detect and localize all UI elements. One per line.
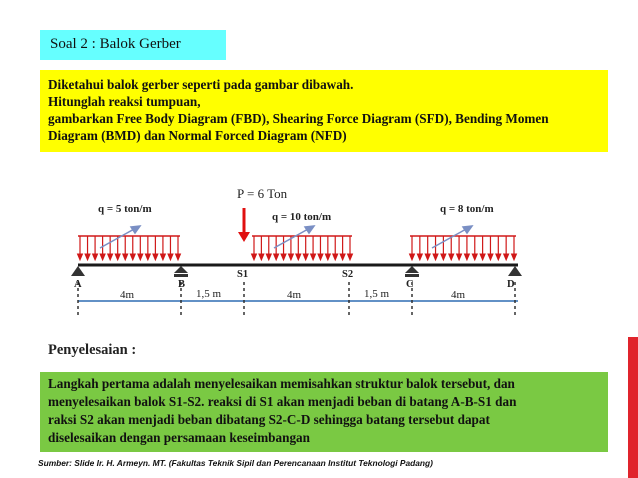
load-arrowhead	[100, 254, 105, 260]
span-label: 1,5 m	[364, 288, 390, 300]
load-arrowhead	[457, 254, 462, 260]
load-arrowhead	[303, 254, 308, 260]
span-label: 4m	[287, 289, 302, 301]
load-arrowhead	[259, 254, 264, 260]
load-arrowhead	[441, 254, 446, 260]
roller-support-b	[174, 266, 188, 277]
load-arrowhead	[496, 254, 501, 260]
span-label: 1,5 m	[196, 288, 222, 300]
load-arrowhead	[348, 254, 353, 260]
load-pointer-arrowhead	[463, 226, 472, 233]
point-load-label: P = 6 Ton	[237, 186, 288, 201]
point-label-a: A	[74, 279, 82, 290]
load-arrowhead	[333, 254, 338, 260]
load-pointer-arrowhead	[305, 226, 314, 233]
solution-line: Langkah pertama adalah menyelesaikan memisahkan struktur balok tersebut, dan	[48, 376, 515, 391]
load-arrowhead	[138, 254, 143, 260]
load-arrowhead	[145, 254, 150, 260]
load-pointer-arrow	[274, 228, 310, 248]
load-pointer-arrowhead	[131, 226, 140, 233]
load-arrowhead	[311, 254, 316, 260]
problem-line: gambarkan Free Body Diagram (FBD), Shearing Force Diagram (SFD), Bending Momen	[48, 111, 549, 126]
load-arrowhead	[417, 254, 422, 260]
solution-heading: Penyelesaian :	[48, 342, 137, 358]
load-arrowhead	[340, 254, 345, 260]
point-label-d: D	[507, 279, 515, 290]
point-load-arrow	[238, 208, 250, 242]
load-arrowhead	[464, 254, 469, 260]
load-arrowhead	[488, 254, 493, 260]
problem-line: Diagram (BMD) dan Normal Forced Diagram (NFD)	[48, 128, 347, 143]
load-arrowhead	[266, 254, 271, 260]
point-label-b: B	[178, 279, 186, 290]
span-label: 4m	[451, 289, 466, 301]
source-footer: Sumber: Slide Ir. H. Armeyn. MT. (Fakultas Teknik Sipil dan Perencanaan Institut Teknologi Padang)	[38, 458, 433, 468]
load-arrowhead	[85, 254, 90, 260]
point-label-c: C	[406, 279, 414, 290]
slide-title: Soal 2 : Balok Gerber	[50, 36, 181, 52]
load-arrowhead	[512, 254, 517, 260]
pin-support-d	[508, 266, 522, 276]
roller-support-c	[405, 266, 419, 277]
load-arrowhead	[281, 254, 286, 260]
load-arrowhead	[433, 254, 438, 260]
load-pointer-arrow	[432, 228, 468, 248]
solution-box	[40, 372, 608, 452]
load-arrowhead	[504, 254, 509, 260]
load-arrowhead	[252, 254, 257, 260]
load-arrowhead	[115, 254, 120, 260]
pin-support-a	[71, 266, 85, 276]
load-label-mid: q = 10 ton/m	[272, 211, 332, 223]
distributed-load-right	[410, 236, 517, 260]
load-arrowhead	[410, 254, 415, 260]
problem-line: Diketahui balok gerber seperti pada gambar dibawah.	[48, 77, 354, 92]
load-arrowhead	[288, 254, 293, 260]
accent-bar	[628, 337, 638, 478]
solution-line: menyelesaikan balok S1-S2. reaksi di S1 akan menjadi beban di batang A-B-S1 dan	[48, 394, 517, 409]
distributed-load-mid	[252, 236, 353, 260]
load-arrowhead	[108, 254, 113, 260]
load-arrowhead	[130, 254, 135, 260]
problem-line: Hitunglah reaksi tumpuan,	[48, 94, 201, 109]
load-arrowhead	[176, 254, 181, 260]
solution-line: diselesaikan dengan persamaan keseimbangan	[48, 430, 310, 445]
load-arrowhead	[425, 254, 430, 260]
span-label: 4m	[120, 289, 135, 301]
load-arrowhead	[93, 254, 98, 260]
load-label-right: q = 8 ton/m	[440, 203, 494, 215]
load-arrowhead	[78, 254, 83, 260]
load-arrowhead	[123, 254, 128, 260]
point-label-s1: S1	[237, 269, 249, 280]
solution-line: raksi S2 akan menjadi beban dibatang S2-C-D sehingga batang tersebut dapat	[48, 412, 490, 427]
load-arrowhead	[296, 254, 301, 260]
load-arrowhead	[480, 254, 485, 260]
load-arrowhead	[318, 254, 323, 260]
load-label-left: q = 5 ton/m	[98, 203, 152, 215]
load-arrowhead	[472, 254, 477, 260]
load-arrowhead	[168, 254, 173, 260]
load-arrowhead	[153, 254, 158, 260]
point-label-s2: S2	[342, 269, 354, 280]
load-arrowhead	[325, 254, 330, 260]
load-arrowhead	[449, 254, 454, 260]
distributed-load-left	[78, 236, 181, 260]
load-arrowhead	[274, 254, 279, 260]
load-arrowhead	[160, 254, 165, 260]
